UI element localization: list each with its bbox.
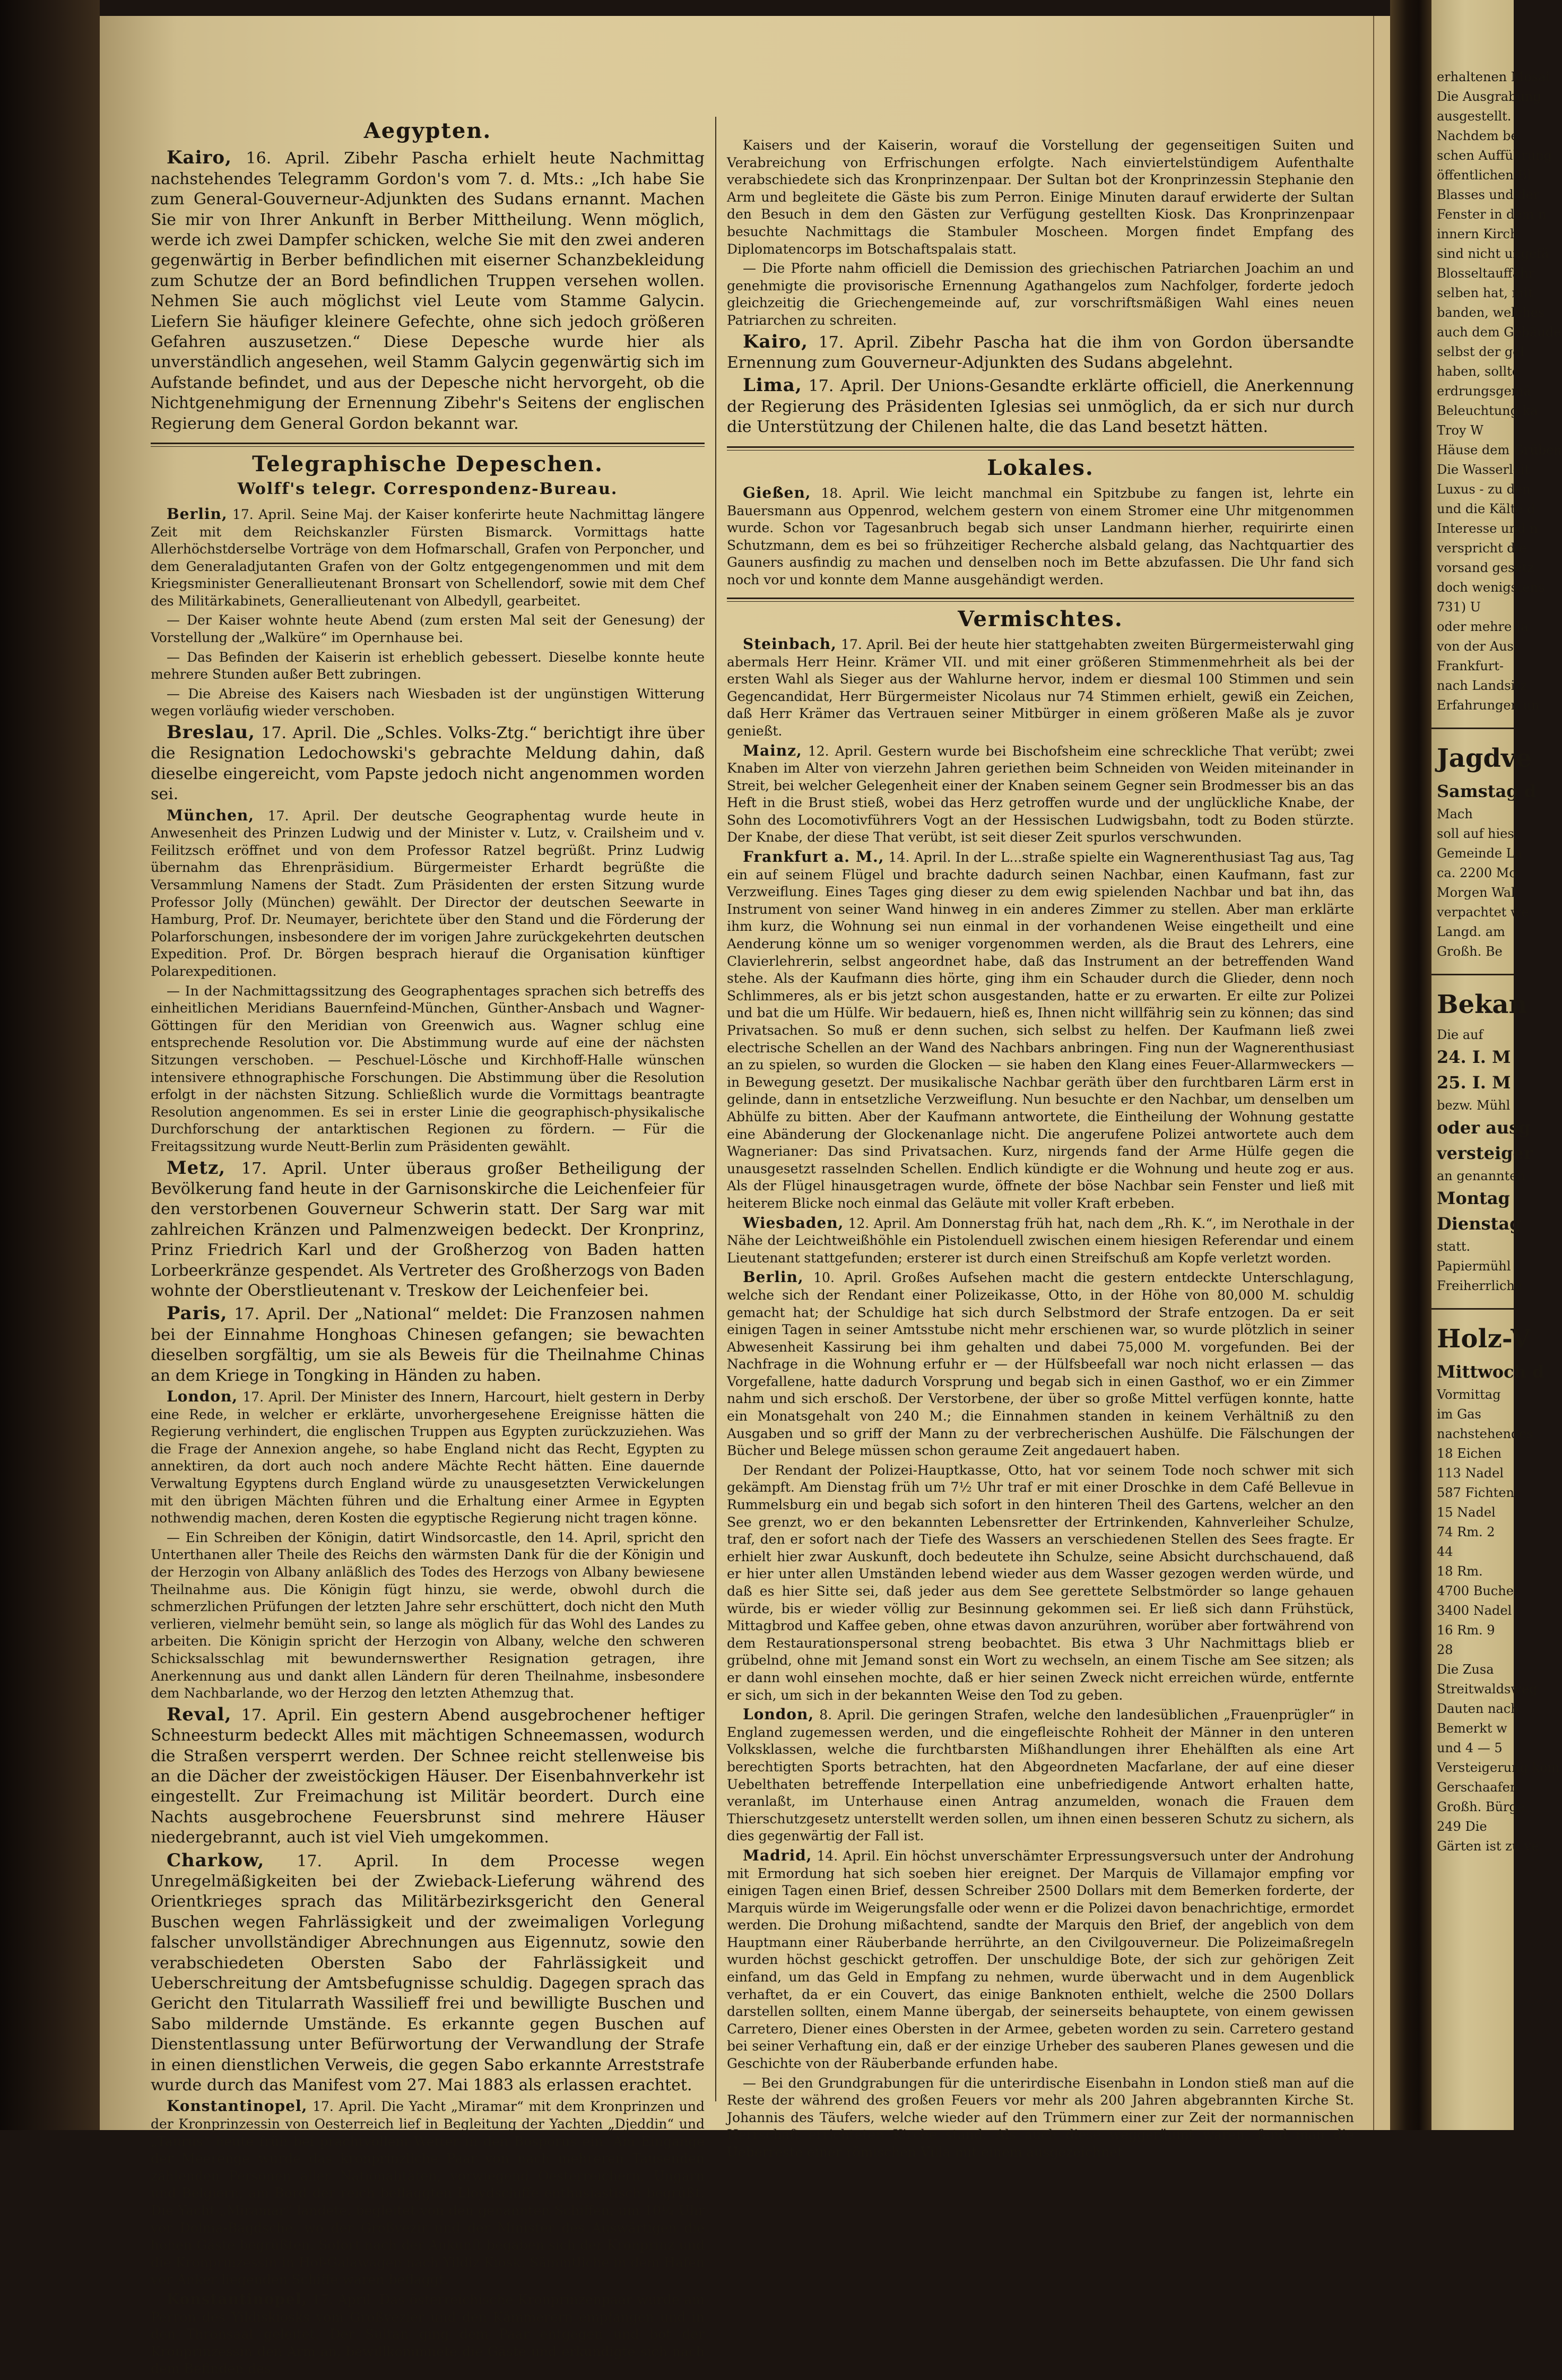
dateline-place: Reval, xyxy=(167,1703,232,1725)
facing-page-text-fragment: Großh. Be xyxy=(1437,944,1503,959)
article-text: 17. April. Der deutsche Geographentag wurde heute in Anwesenheit des Prinzen Ludwig und der Minister v. Lutz, v. Crailsheim und v. Feilitzsch eröffnet und von dem Professor Ratzel begrüßt. Prinz Ludwig übernahm das Ehrenpräsidium. Bürgermeister Erhardt begrüßte die Versammlung Namens der Stadt. Zum Präsidenten der ersten Sitzung wurde Professor Jolly (München) gewählt. Der Director der deutschen Seewarte in Hamburg, Prof. Dr. Neumayer, berichtete über den Stand und die Förderung der Polarforschungen, insbesondere der im vorigen Jahre zurückgekehrten deutschen Expedition. Prof. Dr. Börgen besprach hierauf die Organisation künftiger Polarexpeditionen. xyxy=(151,808,705,979)
column-divider xyxy=(715,117,716,2101)
facing-page-text-fragment: selbst der gel xyxy=(1437,344,1525,359)
section-divider xyxy=(727,598,1354,602)
article-paragraph xyxy=(727,137,1354,258)
dateline-place: Kairo, xyxy=(167,147,232,169)
facing-page-text-fragment: Papiermühl xyxy=(1437,1259,1511,1274)
facing-page-text-fragment: Bekan xyxy=(1437,990,1528,1019)
facing-page-text-fragment: 4700 Buche xyxy=(1437,1583,1514,1598)
dateline-place: London, xyxy=(167,1388,238,1405)
article-paragraph xyxy=(727,260,1354,329)
article-paragraph xyxy=(151,1303,705,1386)
article-text: 17. April. Das österreichische Kronprinzenpaar wurde am Perron des Yildiskiosks vom Großvezier und den Kämmerern empfangen und in den Thronsaal geleitet. Der Sultan ging dem Paar entgegen und bot der Kronprinzessin den Arm an, bewillkommnete die Gäste und erkundigte sich nach dem Befinden des xyxy=(151,2291,705,2377)
facing-page-text-fragment: erdrungsgemä xyxy=(1437,384,1531,399)
article-paragraph xyxy=(727,1847,1354,2073)
article-paragraph xyxy=(151,1158,705,1302)
dateline-place: London, xyxy=(743,1706,814,1724)
article-text: — Das Befinden der Kaiserin ist erheblich gebessert. Dieselbe konnte heute mehrere Stunden außer Bett zubringen. xyxy=(151,649,705,682)
facing-page-text-fragment: Nachdem be xyxy=(1437,128,1518,143)
article-text: 12. April. Gestern wurde bei Bischofsheim eine schreckliche That verübt; zwei Knaben im Alter von vierzehn Jahren geriethen beim Schneiden von Weiden miteinander in Streit, bei welcher Gelegenheit einer der Knaben seinem Gegner sein Brodmesser bis an das Heft in die Brust stieß, wobei das Herz getroffen wurde und der unglückliche Knabe, der Sohn des Locomotivführers Vogt an der Hessischen Ludwigsbahn, todt zu Boden stürzte. Der Knabe, der diese That verübt, ist seit dieser Zeit spurlos verschwunden. xyxy=(727,743,1354,845)
facing-page-text-fragment: auch dem Gebäude xyxy=(1437,325,1561,340)
article-text: — Der Kaiser wohnte heute Abend (zum ersten Mal seit der Genesung) der Vorstellung der „Walküre“ im Opernhause bei. xyxy=(151,612,705,646)
facing-page-text-fragment: Gärten ist zu ve xyxy=(1437,1839,1539,1854)
article-paragraph xyxy=(151,2291,705,2378)
facing-page-text-fragment: nach Landsitz xyxy=(1437,678,1527,693)
article-text: 17. April. Zibehr Pascha hat die ihm von Gordon übersandte Ernennung zum Gouverneur-Adjunkten des Sudans abgelehnt. xyxy=(727,333,1355,372)
article-paragraph xyxy=(151,722,705,805)
article-text: 14. April. Ein höchst unverschämter Erpressungsversuch unter der Androhung mit Ermordung hat sich soeben hier ereignet. Der Marquis de Villamajor empfing vor einigen Tagen einen Brief, dessen Schreiber 2500 Dollars mit dem Bemerken forderte, der Marquis würde im Weigerungsfalle oder wenn er die Polizei davon benachrichtige, ermordet werden. Die Drohung mißachtend, sandte der Marquis den Brief, der angeblich von dem Hauptmann einer Räuberbande herrührte, an den Civilgouverneur. Die Polizeimaßregeln wurden höchst geschickt getroffen. Der unschuldige Bote, der sich zur gehörigen Zeit einfand, um das Geld in Empfang zu nehmen, wurde überwacht und in dem Augenblick verhaftet, da er ein Couvert, das einige Banknoten enthielt, welche die 2500 Dollars darstellen sollten, einem Manne übergab, der seinerseits behauptete, von einem gewissen Carretero, Diener eines Obersten in der Armee, gebeten worden zu sein. Carretero gestand bei seiner Verhaftung ein, daß er der einzige Urheber des sauberen Planes gewesen und die Geschichte von der Räuberbande erfunden habe. xyxy=(727,1848,1354,2072)
facing-page-text-fragment: Montag xyxy=(1437,1188,1510,1208)
article-text: Der Rendant der Polizei-Hauptkasse, Otto, hat vor seinem Tode noch schwer mit sich gekämpft. Am Dienstag früh um 7½ Uhr traf er mit einer Droschke in dem Café Bellevue in Rummelsburg ein und begab sich sofort in den hinteren Theil des Gartens, welcher an den See grenzt, wo er den bekannten Lebensretter der Ertrinkenden, Kahnverleiher Schulze, traf, den er sofort nach der Tiefe des Wassers an verschiedenen Stellen des Sees fragte. Er erhielt hier zwar Auskunft, doch bedeutete ihn Schulze, seine Absicht durchschauend, daß er hier unter allen Umständen lebend wieder aus dem Wasser gezogen werden würde, und daß es hier Sitte sei, daß jeder aus dem See gerettete Selbstmörder so lange gehauen würde, bis er wieder völlig zur Besinnung gekommen sei. Er ließ sich dann Frühstück, Mittagbrod und Kaffee geben, ohne etwas davon anzurühren, worüber aber fortwährend von dem Restaurationspersonal streng beobachtet. Bis etwa 3 Uhr Nachmittags blieb er grübelnd, ohne mit Jemand sonst ein Wort zu wechseln, an einem Tische am See sitzen; als er dann wohl einsehen mochte, daß er hier seinen Zweck nicht erreichen würde, entfernte er sich, um sich in der bekannten Weise den Tod zu geben. xyxy=(727,1462,1354,1703)
facing-page-text-fragment: Mittwoch d xyxy=(1437,1362,1544,1382)
dateline-place: München, xyxy=(167,806,255,824)
facing-page-text-fragment: Gerschaafen xyxy=(1437,1780,1518,1795)
article-paragraph xyxy=(151,686,705,720)
facing-page-text-fragment: banden, welches xyxy=(1437,305,1545,320)
article-text: Kaisers und der Kaiserin, worauf die Vorstellung der gegenseitigen Suiten und Verabreichung von Erfrischungen erfolgte. Nach einviertelstündigem Aufenthalte verabschiedete sich das Kronprinzenpaar. Der Sultan bot der Kronprinzessin Stephanie den Arm und begleitete die Gäste bis zum Perron. Einige Minuten darauf erwiderte der Sultan den Besuch in dem den Gästen zur Verfügung gestellten Kiosk. Das Kronprinzenpaar besuchte Nachmittags die Stambuler Moscheen. Morgen findet Empfang des Diplomatencorps im Botschaftspalais statt. xyxy=(727,137,1354,257)
article-paragraph xyxy=(151,2098,705,2289)
article-paragraph xyxy=(151,612,705,646)
facing-page-text-fragment: 113 Nadel xyxy=(1437,1466,1504,1481)
article-text: 8. April. Die geringen Strafen, welche den landesüblichen „Frauenprügler“ in England zugemessen werden, und die eingefleischte Rohheit der Männer in den unteren Volksklassen, welche die furchtbarsten Mißhandlungen ihrer Ehehälften als eine Art berechtigten Sports betrachten, hat den Abgeordneten Macfarlane, der auf eine dieser Uebelthaten betreffende Interpellation eine unbefriedigende Antwort erhalten hatte, veranlaßt, im Unterhause einen Antrag anzumelden, wonach die Frauen dem Thierschutzgesetz unterstellt werden sollen, um ihnen einen besseren Schutz zu sichern, als dies gegenwärtig der Fall ist. xyxy=(727,1707,1354,1844)
dateline-place: Gießen, xyxy=(743,483,811,501)
article-paragraph xyxy=(151,1388,705,1527)
facing-page-text-fragment: 18 Eichen xyxy=(1437,1446,1502,1461)
facing-page-text-fragment: verpachtet we xyxy=(1437,905,1529,920)
facing-page-text-fragment: Troy W xyxy=(1437,423,1483,438)
facing-page-text-fragment: 16 Rm. 9 xyxy=(1437,1623,1495,1638)
facing-page-text-fragment: Versteigerung kom xyxy=(1437,1760,1560,1775)
aegypten-articles xyxy=(151,148,705,434)
article-paragraph xyxy=(727,332,1354,374)
facing-page-text-fragment: oder ausg xyxy=(1437,1118,1531,1138)
article-text: 18. April. Wie leicht manchmal ein Spitzbube zu fangen ist, lehrte ein Bauersmann aus Oppenrod, welchem gestern von einem Stromer eine Uhr mitgenommen wurde. Schon vor Tagesanbruch begab sich unser Landmann hierher, requirirte einen Schutzmann, dem es bei so frühzeitiger Recherche alsbald gelang, das Nachtquartier des Gauners ausfindig zu machen und denselben noch im Bette abzufassen. Die Uhr fand sich noch vor und konnte dem Manne ausgehändigt werden. xyxy=(727,485,1354,587)
newspaper-page xyxy=(100,16,1390,2377)
facing-page-text-fragment: selben hat, mit xyxy=(1437,285,1533,300)
facing-page-text-fragment: 587 Fichten xyxy=(1437,1485,1514,1500)
facing-page-text-fragment: im Gas xyxy=(1437,1407,1481,1422)
article-paragraph xyxy=(727,742,1354,847)
facing-page-text-fragment: Die auf xyxy=(1437,1027,1483,1042)
facing-page-text-fragment: 731) U xyxy=(1437,600,1481,615)
article-paragraph xyxy=(727,375,1354,437)
section-divider xyxy=(727,446,1354,451)
facing-page-rule xyxy=(1431,974,1514,975)
dateline-place: Konstantinopel, xyxy=(167,2290,308,2308)
middle-column xyxy=(727,137,1354,2163)
facing-page-rule xyxy=(1431,728,1514,729)
article-paragraph xyxy=(151,649,705,683)
article-paragraph xyxy=(151,148,705,434)
facing-page-text-fragment: Die Ausgrabung xyxy=(1437,89,1541,104)
continued-articles xyxy=(727,137,1354,438)
facing-page-text-fragment: schen Aufführung xyxy=(1437,148,1552,163)
article-text: 16. April. Zibehr Pascha erhielt heute Nachmittag nachstehendes Telegramm Gordon's vom 7. d. Mts.: „Ich habe Sie zum General-Gouverneur-Adjunkten des Sudans ernannt. Machen Sie mir von Ihrer Ankunft in Berber Mittheilung. Wenn möglich, werde ich zwei Dampfer schicken, welche Sie mit den zwei anderen gegenwärtig in Berber befindlichen mit eiserner Schanzbekleidung zum Schutze der an Bord befindlichen Truppen versehen wollen. Nehmen Sie auch möglichst viel Leute vom Stamme Galycin. Liefern Sie häufiger kleinere Gefechte, ohne sich jedoch größeren Gefahren auszusetzen.“ Diese Depesche wurde hier als unverständlich angesehen, weil Stamm Galycin gegenwärtig sich im Aufstande befindet, und aus der Depesche nicht hervorgeht, ob die Nichtgenehmigung der Ernennung Zibehr's Seitens der englischen Regierung dem General Gordon bekannt war. xyxy=(151,149,705,433)
facing-page-text-fragment: Großh. Bürge xyxy=(1437,1799,1525,1814)
article-text: 17. April. Bei der heute hier stattgehabten zweiten Bürgermeisterwahl ging abermals Herr Heinr. Krämer VII. und mit einer größeren Stimmenmehrheit als bei der ersten Wahl als Sieger aus der Wahlurne hervor, indem er diesmal 100 Stimmen und sein Gegencandidat, Herr Bürgermeister Nicolaus nur 74 Stimmen erhielt, gewiß ein Zeichen, daß Herr Krämer das Vertrauen seiner Mitbürger in einem größeren Maße als je zuvor genießt. xyxy=(727,636,1354,739)
depeschen-articles xyxy=(151,506,705,2378)
section-title-vermischtes: Vermischtes. xyxy=(958,606,1123,631)
dateline-place: Berlin, xyxy=(167,505,228,523)
facing-page-text-fragment: 249 Die xyxy=(1437,1819,1487,1834)
facing-page-text-fragment: nachstehendes xyxy=(1437,1426,1533,1441)
book-spine-shadow xyxy=(0,0,100,2130)
article-text: 17. April. In dem Processe wegen Unregelmäßigkeiten bei der Zwieback-Lieferung während des Orientkrieges sprach das Militärbezirksgericht den General Buschen wegen Fahrlässigkeit und der zweimaligen Vorlegung falscher unvollständiger Abrechnungen aus Eigennutz, sowie den verabschiedeten Obersten Sabo der Fahrlässigkeit und Ueberschreitung der Amtsbefugnisse schuldig. Dagegen sprach das Gericht den Titularrath Wassilieff frei und bewilligte Buschen und Sabo mildernde Umstände. Es erkannte gegen Buschen auf Dienstentlassung unter Befürwortung der Verwandlung der Strafe in einen dienstlichen Verweis, die gegen Sabo erkannte Arreststrafe wurde durch das Manifest vom 27. Mai 1883 als erlassen erachtet. xyxy=(151,1851,705,2095)
article-paragraph xyxy=(151,983,705,1156)
dateline-place: Lima, xyxy=(743,375,802,396)
dateline-place: Berlin, xyxy=(743,1268,804,1286)
dateline-place: Charkow, xyxy=(167,1849,265,1871)
dateline-place: Mainz, xyxy=(743,741,802,759)
facing-page-text-fragment: öffentlichen Bl xyxy=(1437,168,1531,183)
facing-page-text-fragment: erhaltenen Mosai xyxy=(1437,70,1550,84)
facing-page-text-fragment: oder mehre Ja xyxy=(1437,619,1529,634)
facing-page-text-fragment: bezw. Mühl xyxy=(1437,1098,1511,1113)
article-paragraph xyxy=(727,1462,1354,1704)
article-text: 17. April. Ein gestern Abend ausgebrochener heftiger Schneesturm bedeckt Alles mit mächtigen Schneemassen, wodurch die Straßen versperrt werden. Der Schnee reicht stellenweise bis an die Dächer der zweistöckigen Häuser. Der Eisenbahnverkehr ist eingestellt. Zur Freimachung ist Militär beordert. Durch eine Nachts ausgebrochene Feuersbrunst sind mehrere Häuser niedergebrannt, auch ist viel Vieh umgekommen. xyxy=(151,1706,705,1847)
facing-page-text-fragment: Interesse und n xyxy=(1437,521,1538,536)
facing-page-text-fragment: Häuse dem Grüben xyxy=(1437,443,1562,457)
article-paragraph xyxy=(727,1215,1354,1267)
facing-page-text-fragment: Jagdve xyxy=(1437,743,1532,773)
facing-page-text-fragment: und 4 — 5 xyxy=(1437,1741,1503,1755)
facing-page-text-fragment: Die Zusa xyxy=(1437,1662,1494,1677)
facing-page-text-fragment: soll auf hies xyxy=(1437,826,1514,841)
section-title-telegraphische-depeschen: Telegraphische Depeschen. xyxy=(252,452,603,477)
article-text: 17. April. Seine Maj. der Kaiser konferirte heute Nachmittag längere Zeit mit dem Reichskanzler Fürsten Bismarck. Vormittags hatte Allerhöchstderselbe Vorträge von dem Hofmarschall, Grafen von Perponcher, und dem Generaladjutanten Grafen von der Goltz entgegengenommen und mit dem Kriegsminister Generallieutenant Bronsart von Schellendorf, sowie mit dem Chef des Militärkabinets, Generallieutenant von Albedyll, gearbeitet. xyxy=(151,506,705,609)
article-paragraph xyxy=(727,484,1354,589)
facing-page-text-fragment: Holz-V xyxy=(1437,1324,1531,1354)
facing-page-text-fragment: innern Kirch xyxy=(1437,227,1518,241)
facing-page-text-fragment: 25. I. M xyxy=(1437,1072,1511,1093)
article-text: 12. April. Am Donnerstag früh hat, nach dem „Rh. K.“, im Nerothale in der Nähe der Leichtweißhöhle ein Pistolenduell zwischen einem hiesigen Referendar und einem Lieutenant stattgefunden; ersterer ist durch einen Streifschuß am Kopfe verletzt worden. xyxy=(727,1215,1354,1266)
facing-page-text-fragment: Die Wasserleit xyxy=(1437,462,1530,477)
lokales-articles xyxy=(727,484,1354,589)
facing-page-text-fragment: Fenster in dem n xyxy=(1437,207,1547,222)
facing-page-text-fragment: Dienstag xyxy=(1437,1214,1522,1234)
article-paragraph xyxy=(727,636,1354,740)
facing-page-fragment xyxy=(1431,0,1562,2130)
section-title-lokales: Lokales. xyxy=(987,455,1094,480)
facing-page-text-fragment: ausgestellt. xyxy=(1437,109,1512,124)
article-text: — Die Pforte nahm officiell die Demission des griechischen Patriarchen Joachim an und genehmigte die provisorische Ernennung Agathangelos zum Nachfolger, forderte jedoch gleichzeitig die Griechengemeinde auf, zur vorschriftsmäßigen Wahl eines neuen Patriarchen zu schreiten. xyxy=(727,261,1354,328)
article-text: — Bei den Grundgrabungen für die unterirdische Eisenbahn in London stieß man auf die Reste der während des großen Feuers vor mehr als 200 Jahren abgebrannten Kirche St. Johannis des Täufers, welche wieder auf den Trümmern einer zur Zeit der normannischen Herrschaft errichteten Kirche stand. Als auch diese weggeräumt waren, fand man die Ueberreste einer römischen Villa mit einem ausgezeichnet xyxy=(727,2075,1354,2160)
facing-page-text-fragment: Mach xyxy=(1437,807,1473,821)
left-column xyxy=(151,117,705,2380)
dateline-place: Kairo, xyxy=(743,331,808,352)
article-paragraph xyxy=(727,1706,1354,1845)
facing-page-text-fragment: ca. 2200 Mo xyxy=(1437,866,1517,880)
facing-page-text-fragment: Luxus - zu den xyxy=(1437,482,1531,497)
facing-page-text-fragment: Beleuchtung ka xyxy=(1437,403,1538,418)
section-subtitle-wolff: Wolff's telegr. Correspondenz-Bureau. xyxy=(237,479,618,498)
facing-page-text-fragment: 74 Rm. 2 xyxy=(1437,1525,1495,1539)
facing-page-text-fragment: verspricht die xyxy=(1437,541,1527,556)
article-paragraph xyxy=(727,1269,1354,1460)
facing-page-rule xyxy=(1431,1308,1514,1310)
facing-page-text-fragment: Gemeinde La xyxy=(1437,846,1522,861)
facing-page-text-fragment: Freiherrliche xyxy=(1437,1278,1523,1293)
facing-page-text-fragment: 18 Rm. xyxy=(1437,1564,1483,1579)
facing-page-text-fragment: Morgen Wal xyxy=(1437,885,1515,900)
facing-page-text-fragment: Blosseltauffahr xyxy=(1437,266,1534,281)
facing-page-text-fragment: 15 Nadel xyxy=(1437,1505,1496,1520)
facing-page-text-fragment: Langd. am xyxy=(1437,924,1505,939)
dateline-place: Wiesbaden, xyxy=(743,1214,844,1232)
facing-page-text-fragment: 3400 Nadel xyxy=(1437,1603,1512,1618)
facing-page-text-fragment: Erfahrungen un xyxy=(1437,698,1540,713)
facing-page-text-fragment: Vormittag xyxy=(1437,1387,1501,1402)
article-paragraph xyxy=(727,849,1354,1212)
facing-page-text-fragment: Blasses und der xyxy=(1437,187,1540,202)
facing-page-text-fragment: doch wenigstens xyxy=(1437,580,1545,595)
facing-page-text-fragment: haben, sollte xyxy=(1437,364,1520,379)
dateline-place: Paris, xyxy=(167,1303,228,1325)
book-gutter xyxy=(1390,0,1431,2130)
vermischtes-articles xyxy=(727,636,1354,2161)
article-text: 14. April. In der L...straße spielte ein Wagnerenthusiast Tag aus, Tag ein auf seinem Flügel und brachte dadurch seinen Nachbar, einen Kaufmann, fast zur Verzweiflung. Eines Tages ging dieser zu dem ewig spielenden Nachbar und bat ihn, das Instrument von seiner Wand hinweg in ein anderes Zimmer zu stellen. Aber man erklärte ihm kurz, die Wohnung sei nun einmal in der vorhandenen Weise eingetheilt und eine Aenderung könne um so weniger vorgenommen werden, als die Braut des Lehrers, eine Clavierlehrerin, selbst angeordnet habe, daß das Instrument an der betreffenden Wand stehe. Als der Kaufmann dies hörte, ging ihm ein Schauder durch die Glieder, denn noch Schlimmeres, als er bis jetzt schon ausgestanden, hatte er zu erwarten. Er eilte zur Polizei und bat die um Hülfe. Wir bedauern, hieß es, Ihnen nicht willfährig sein zu können; das sind Privatsachen. So muß er denn suchen, sich selbst zu helfen. Der Kaufmann ließ zwei electrische Schellen an der Wand des Nachbars anbringen. Fing nun der Wagnerenthusiast an zu spielen, so wurden die Glocken — sie haben den Klang eines Feuer-Allarmweckers — in Bewegung gesetzt. Der musikalische Nachbar geräth über den furchtbaren Lärm erst in gelinde, dann in entsetzliche Verzweiflung. Nun besuchte er den Nachbar, um denselben um Abhülfe zu bitten. Aber der Kaufmann antwortete, die Eintheilung der Wohnung gestatte eine Abänderung der Glockenanlage nicht. Die angerufene Polizei antwortete auch dem Wagnerianer: Das sind Privatsachen. Kurz, nirgends fand der Arme Hülfe gegen die unausgesetzt rasselnden Schellen. Endlich kündigte er die Wohnung und heute zog er aus. Als der Flügel hinausgetragen wurde, öffnete der böse Nachbar sein Fenster und ließ mit heiterem Blicke noch einmal das Geläute mit voller Kraft erbeben. xyxy=(727,850,1354,1211)
article-paragraph xyxy=(151,1850,705,2096)
article-text: 17. April. Der „National“ meldet: Die Franzosen nahmen bei der Einnahme Honghoas Chinesen gefangen; sie bewachten dieselben sorgfältig, um sie als Beweis für die Theilnahme Chinas an dem Kriege in Tongking in Händen zu haben. xyxy=(151,1305,705,1385)
facing-page-text-fragment: 28 xyxy=(1437,1642,1453,1657)
page-edge-rule xyxy=(1373,16,1374,2130)
article-paragraph xyxy=(151,1704,705,1848)
article-text: — Ein Schreiben der Königin, datirt Windsorcastle, den 14. April, spricht den Unterthanen aller Theile des Reichs den wärmsten Dank für die der Königin und der Herzogin von Albany anläßlich des Todes des Herzogs von Albany bewiesene Theilnahme aus. Die Königin fügt hinzu, sie werde, obwohl durch die schmerzlichen Prüfungen der letzten Jahre sehr erschüttert, doch nicht den Muth verlieren, vielmehr bemüht sein, so lange als möglich für das Wohl des Landes zu arbeiten. Die Königin spricht der Herzogin von Albany, welche den schweren Schicksalsschlag mit bewundernswerther Resignation getragen, ihre Anerkennung aus und dankt allen Ländern für deren Theilnahme, insbesondere dem Nachbarlande, wo der Herzog den letzten Athemzug that. xyxy=(151,1529,705,1701)
facing-page-text-fragment: Dauten nach xyxy=(1437,1701,1519,1716)
dateline-place: Madrid, xyxy=(743,1846,812,1864)
facing-page-text-fragment: versteiger xyxy=(1437,1143,1533,1163)
article-paragraph xyxy=(727,2075,1354,2161)
dateline-place: Breslau, xyxy=(167,722,255,743)
article-text: — In der Nachmittagssitzung des Geographentages sprachen sich betreffs des einheitlichen Meridians Bauernfeind-München, Günther-Ansbach und Wagner-Göttingen für den Meridian von Greenwich aus. Wagner schlug eine entsprechende Resolution vor. Die Abstimmung wurde auf eine der nächsten Sitzungen verschoben. — Peschuel-Lösche und Kirchhoff-Halle wünschen intensivere ethnographische Forschungen. Die Abstimmung über die Resolution erfolgt in der nächsten Sitzung. Schließlich wurde die Vormittags beantragte Resolution angenommen. Es sei in erster Linie die geographisch-physikalische Durchforschung der antarktischen Regionen zu fördern. — Für die Freitagssitzung wurde Neutt-Berlin zum Präsidenten gewählt. xyxy=(151,983,705,1154)
facing-page-text-fragment: statt. xyxy=(1437,1239,1471,1254)
article-text: — Die Abreise des Kaisers nach Wiesbaden ist der ungünstigen Witterung wegen vorläufig wieder verschoben. xyxy=(151,686,705,719)
dateline-place: Steinbach, xyxy=(743,635,837,653)
section-divider xyxy=(151,443,705,447)
article-text: 17. April. Die „Schles. Volks-Ztg.“ berichtigt ihre über die Resignation Ledochowski's gebrachte Meldung dahin, daß dieselbe eingereicht, vom Papste jedoch nicht angenommen worden sei. xyxy=(151,724,705,804)
article-text: 17. April. Der Minister des Innern, Harcourt, hielt gestern in Derby eine Rede, in welcher er erklärte, unvorhergesehene Ereignisse hätten die Regierung verhindert, die englischen Truppen aus Egypten zurückzuziehen. Was die Frage der Annexion angehe, so habe England nicht das Recht, Egypten zu annektiren, da dort auch noch andere Mächte Recht hätten. Eine dauernde Verwaltung Egyptens durch England würde zu unausgesetzten Verwickelungen mit den übrigen Mächten führen und die Erhaltung einer Armee in Egypten nothwendig machen, deren Kosten die egyptische Regierung nicht tragen könne. xyxy=(151,1389,705,1526)
facing-page-text-fragment: und die Kälte d xyxy=(1437,501,1535,516)
section-title-aegypten: Aegypten. xyxy=(363,118,492,143)
facing-page-text-fragment: Streitwaldsweg xyxy=(1437,1682,1538,1697)
dateline-place: Konstantinopel, xyxy=(167,2097,308,2115)
facing-page-text-fragment: 44 xyxy=(1437,1544,1453,1559)
article-paragraph xyxy=(151,506,705,610)
facing-page-text-fragment: Frankfurt- xyxy=(1437,659,1504,673)
facing-page-text-fragment: Bemerkt w xyxy=(1437,1721,1507,1736)
facing-page-text-fragment: sind nicht ungefä xyxy=(1437,246,1549,261)
dateline-place: Frankfurt a. M., xyxy=(743,848,884,866)
facing-page-text-fragment: 24. I. M xyxy=(1437,1047,1511,1067)
dateline-place: Metz, xyxy=(167,1157,226,1179)
article-paragraph xyxy=(151,1529,705,1702)
facing-page-text-fragment: Samstag d xyxy=(1437,781,1537,801)
article-text: 17. April. Die Yacht „Miramar“ mit dem Kronprinzen und der Kronprinzessin von Oesterreich lief in Begleitung der Yachten „Djeddin“ und „Taurus“ heute früh bei prachtvollem Wetter in den Bosporus ein. Am Eingange der Meerenge wurde das kronprinzliche Paar von nach mehreren Tausenden zählenden Personen aller Nationalitäten, vorwiegend Oesterreichern, Ungarn und Belgiern, am Bord der reich beflaggten Lloydschiffe enthusiastisch begrüßt. Die Yacht „Miramar“ landete, begleitet von den genannten Schiffen, um 10¼ Uhr vor Dolma-Bagdsche, wo der Großvezir und der Minister des Auswärtigen die hohen Gäste begrüßten. Sofort nach der Ankunft begaben sich der Kronprinz und die Kronprinzessin in Hof-Galawagen nach Yildiz Kiosk. Sämmtliche in dem Hafen vor Anker liegenden Schiffe waren beflaggt. xyxy=(151,2099,705,2288)
facing-page-text-fragment: vorsand gesetz xyxy=(1437,560,1534,575)
article-paragraph xyxy=(151,807,705,981)
article-text: 10. April. Großes Aufsehen macht die gestern entdeckte Unterschlagung, welche sich der Rendant einer Polizeikasse, Otto, in der Höhe von 80,000 M. schuldig gemacht hat; der Schuldige hat sich durch Selbstmord der Strafe entzogen. Da er seit einigen Tagen in seiner Amtsstube nicht mehr erschienen war, so wurde plötzlich in seiner Abwesenheit Kassirung bei ihm gehalten und dabei 75,000 M. vorgefunden. Bei der Nachfrage in die Wohnung erfuhr er — der Hülfsbeefall war noch nicht erlassen — das Vorgefallene, hatte dadurch Vorsprung und begab sich in einen Gasthof, wo er ein Zimmer nahm und sich erschoß. Der Verstorbene, der über so große Mittel verfügen konnte, hatte ein Monatsgehalt von 240 M.; die Einnahmen standen in keinem Verhältniß zu den Ausgaben und so griff der Mann zu der verbrecherischen Aushülfe. Die Fälschungen der Bücher und Belege müssen schon geraume Zeit angedauert haben. xyxy=(727,1270,1354,1459)
facing-page-text-fragment: von der Aus xyxy=(1437,639,1514,654)
facing-page-text-fragment: an genannten xyxy=(1437,1169,1525,1183)
article-text: 17. April. Unter überaus großer Betheiligung der Bevölkerung fand heute in der Garnisonskirche die Leichenfeier für den verstorbenen Gouverneur Schwerin statt. Der Sarg war mit zahlreichen Kränzen und Palmenzweigen bedeckt. Der Kronprinz, Prinz Friedrich Karl und der Großherzog von Baden hatten Lorbeerkränze gespendet. Als Vertreter des Großherzogs von Baden wohnte der Oberstlieutenant v. Treskow der Leichenfeier bei. xyxy=(151,1159,705,1300)
article-text: 17. April. Der Unions-Gesandte erklärte officiell, die Anerkennung der Regierung des Präsidenten Iglesias sei unmöglich, da er sich nur durch die Unterstützung der Chilenen halte, die das Land besetzt hätten. xyxy=(727,377,1354,437)
